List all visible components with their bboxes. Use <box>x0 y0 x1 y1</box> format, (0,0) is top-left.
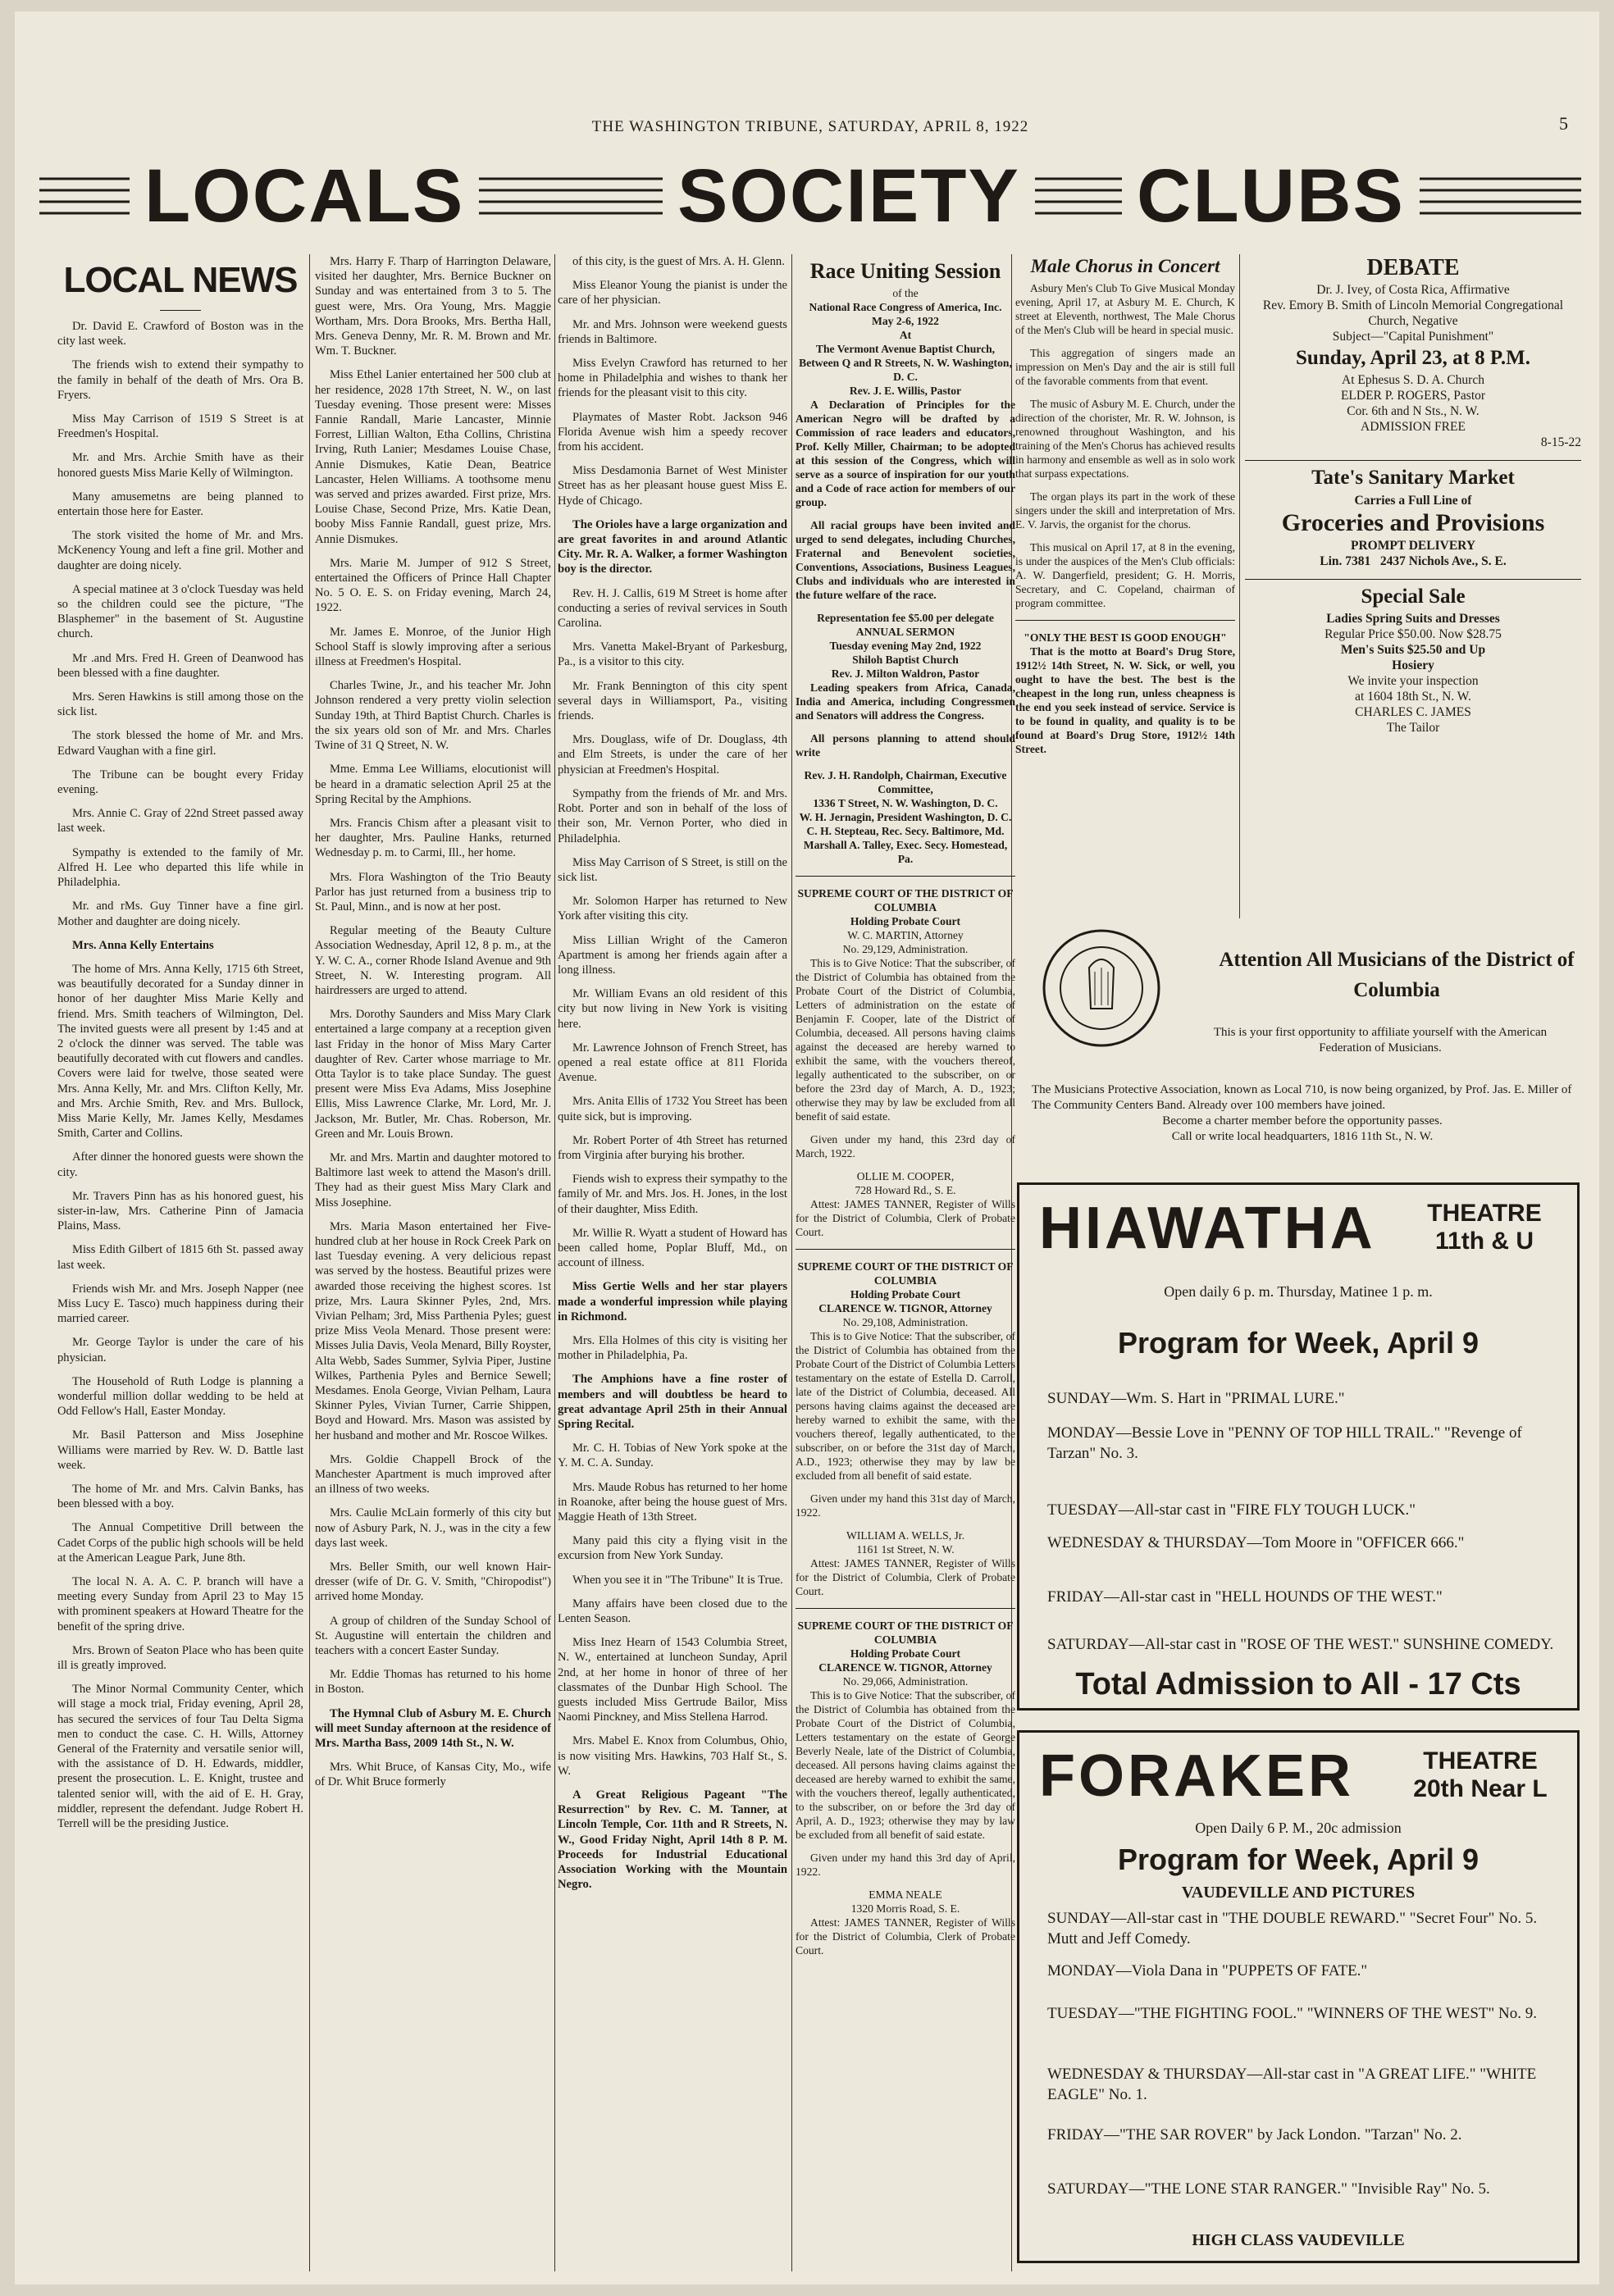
program-item: SATURDAY—"THE LONE STAR RANGER." "Invisible Ray" No. 5. <box>1047 2180 1490 2198</box>
news-item: Miss Edith Gilbert of 1815 6th St. passed away last week. <box>57 1243 303 1272</box>
foraker-name: FORAKER <box>1039 1743 1354 1809</box>
news-item: Mr. Travers Pinn has as his honored guest, his sister-in-law, Mrs. Catherine Pinn of Jamacia Plains, Mass. <box>57 1189 303 1233</box>
news-item: Rev. H. J. Callis, 619 M Street is home after conducting a series of revival services in South Carolina. <box>558 586 787 631</box>
news-item: The home of Mrs. Anna Kelly, 1715 6th Street, was beautifully decorated for a Sunday dinner in honor of her daughter Miss Marie Kelly and friend. Mrs. Smith teachers of Wilmington, Del. The invited guests were all present by 1:45 and at 2 o'clock the dinner was served. The table was beautifully decorated with cut flowers and candles. Covers were laid for twelve, those seated were Mrs. Anna Kelly, Mr. and Mrs. Clifton Kelly, Mr. and Mrs. Archie Smith, Rev. and Mrs. Bullock, Miss Marie Kelly, Mr. James Kelly, Mesdames Smith, Carter and Collins. <box>57 962 303 1141</box>
news-item: Playmates of Master Robt. Jackson 946 Florida Avenue wish him a speedy recover from his accident. <box>558 410 787 454</box>
notice-attorney: CLARENCE W. TIGNOR, Attorney <box>818 1302 992 1314</box>
column-rule <box>309 254 310 2271</box>
tates-heading: Tate's Sanitary Market <box>1311 467 1515 490</box>
notice-line: Rev. J. E. Willis, Pastor <box>849 385 962 397</box>
foraker-theatre-ad <box>1017 1730 1580 2263</box>
news-item: The local N. A. A. C. P. branch will have a meeting every Sunday from April 23 to May 15 with prominent speakers at Howard Theatre for the benefit of the spring drive. <box>57 1575 303 1633</box>
news-item: Mr. and Mrs. Martin and daughter motored to Baltimore last week to attend the Mason's drill. They had as their guest Miss Mary Clark and Miss Josephine. <box>315 1150 551 1210</box>
newspaper-page <box>15 11 1599 2285</box>
notice-paragraph: A Declaration of Principles for the American Negro will be drafted by a Commission of race leaders and educators, Prof. Kelly Miller, Chairman; to be adopted at this session of the Congress, which will serve as a source of inspiration for our youth and a Code of race action for members of our group. <box>796 399 1015 508</box>
news-item: A special matinee at 3 o'clock Tuesday was held so the children could see the picture, "The Blasphemer" in the basement of St. Augustine church. <box>57 582 303 641</box>
notice-address: 1320 Morris Road, S. E. <box>850 1902 960 1915</box>
news-item: Mrs. Maude Robus has returned to her home in Roanoke, after being the house guest of Mrs. Maggie Heath of 13th Street. <box>558 1480 787 1524</box>
debate-venue: Cor. 6th and N Sts., N. W. <box>1347 404 1480 419</box>
foraker-program-title: Program for Week, April 9 <box>1117 1843 1480 1876</box>
signature-line: C. H. Stepteau, Rec. Secy. Baltimore, Md. <box>806 825 1005 837</box>
news-item: Miss Inez Hearn of 1543 Columbia Street, N. W., entertained at luncheon Sunday, April 2nd, at her home in honor of three of her classmates of the Dunbar High School. The guests included Miss Gertrude Bailor, Miss Naomi Pinckney, and Miss Stellena Harrod. <box>558 1636 787 1724</box>
tates-goods: Groceries and Provisions <box>1281 508 1545 536</box>
section-masthead <box>39 151 1581 241</box>
notice-subheading: Holding Probate Court <box>850 915 961 927</box>
debate-code: 8-15-22 <box>1540 435 1581 450</box>
debate-venue: At Ephesus S. D. A. Church <box>1342 373 1484 388</box>
notice-paragraph: Leading speakers from Africa, Canada, India and America, including Congressmen and Senators will address the Congress. <box>796 681 1015 722</box>
musicians-ad <box>1015 927 1581 1143</box>
news-item: Mr. and Mrs. Johnson were weekend guests friends in Baltimore. <box>558 317 787 346</box>
male-chorus-heading: Male Chorus in Concert <box>1030 256 1220 276</box>
notice-body: This is to Give Notice: That the subscriber, of the District of Columbia has obtained from the Probate Court of the District of Columbia, Letters of administration on the estate of Benjamin F. Cooper, late of the District of Columbia, deceased. All persons having claims against the deceased are hereby warned to exhibit the same, with the vouchers thereof, legally authenticated to the subscriber, on or before the 23rd day of March, A. D., 1923; otherwise they may by law be excluded from all benefit of said estate. <box>796 957 1015 1123</box>
sale-line: Hosiery <box>1392 658 1434 672</box>
legal-notice <box>796 1260 1015 1598</box>
foraker-hours: Open Daily 6 P. M., 20c admission <box>1195 1820 1402 1836</box>
hiawatha-hours: Open daily 6 p. m. Thursday, Matinee 1 p. m. <box>1164 1283 1433 1300</box>
masthead-word-society: SOCIETY <box>663 151 1035 241</box>
debate-venue: ELDER P. ROGERS, Pastor <box>1340 389 1486 403</box>
news-item: The Household of Ruth Lodge is planning a wonderful million dollar wedding to be held at Odd Fellow's Hall, Easter Monday. <box>57 1374 303 1419</box>
page-number: 5 <box>1559 113 1568 134</box>
chorus-paragraph: The organ plays its part in the work of these singers under the skill and interpretation of Mrs. E. V. Jarvis, the organist for the chorus. <box>1015 490 1235 531</box>
masthead-word-locals: LOCALS <box>130 151 479 241</box>
notice-line: May 2-6, 1922 <box>872 315 939 327</box>
news-item: Charles Twine, Jr., and his teacher Mr. John Johnson rendered a very pretty violin selection Sunday 19th, at Third Baptist Church. Charles is the six years old son of Mr. and Mrs. Charles Twine of 31 Q Street, N. W. <box>315 679 551 753</box>
news-item: Friends wish Mr. and Mrs. Joseph Napper (nee Miss Lucy E. Tasco) much happiness during their married career. <box>57 1282 303 1326</box>
program-item: FRIDAY—All-star cast in "HELL HOUNDS OF THE WEST." <box>1047 1588 1443 1606</box>
local-news-column <box>57 254 303 2271</box>
news-item: Mrs. Anita Ellis of 1732 You Street has been quite sick, but is improving. <box>558 1095 787 1123</box>
news-item: Regular meeting of the Beauty Culture Association Wednesday, April 12, 8 p. m., at the Y. W. C. A., corner Rhode Island Avenue and 9th Street, N. W. Interesting program. All hairdressers are urged to attend. <box>315 924 551 997</box>
local-news-heading: LOCAL NEWS <box>63 260 298 300</box>
news-item: A group of children of the Sunday School of St. Augustine will entertain the children and teachers with a concert Easter Sunday. <box>315 1614 551 1658</box>
drugstore-ad: That is the motto at Board's Drug Store, 1912½ 14th Street, N. W. Sick, or well, you ought to have the best. The best is the cheapest in the long run, unless cheapness is the end you seek instead of service. Service is to be found in quality, and quality is to be found at Board's Drug Store, 1912½ 14th Street. <box>1015 645 1235 755</box>
chorus-paragraph: Asbury Men's Club To Give Musical Monday evening, April 17, at Asbury M. E. Church, K street at Eleventh, northwest, The Male Chorus of the Men's Club will be heard in special music. <box>1015 282 1235 336</box>
notice-line: Representation fee $5.00 per delegate <box>817 612 994 624</box>
hiawatha-location: THEATRE 11th & U <box>1427 1200 1542 1255</box>
notice-subheading: Holding Probate Court <box>850 1647 961 1660</box>
sale-line: Regular Price $50.00. Now $28.75 <box>1324 626 1502 641</box>
news-item: Mrs. Annie C. Gray of 22nd Street passed away last week. <box>57 807 303 836</box>
news-item: Mrs. Mabel E. Knox from Columbus, Ohio, is now visiting Mrs. Hawkins, 703 Half St., S. W. <box>558 1734 787 1778</box>
news-item: Mr. and rMs. Guy Tinner have a fine girl. Mother and daughter are doing nicely. <box>57 900 303 928</box>
news-item: Miss May Carrison of S Street, is still on the sick list. <box>558 855 787 884</box>
news-item: Mr. Eddie Thomas has returned to his home in Boston. <box>315 1668 551 1697</box>
drugstore-heading: "ONLY THE BEST IS GOOD ENOUGH" <box>1024 631 1227 644</box>
program-item: WEDNESDAY & THURSDAY—All-star cast in "A GREAT LIFE." "WHITE EAGLE" No. 1. <box>1047 2066 1537 2103</box>
news-item: Miss Desdamonia Barnet of West Minister Street has as her pleasant house guest Miss E. Hyde of Chicago. <box>558 464 787 508</box>
notice-line: Tuesday evening May 2nd, 1922 <box>829 640 982 652</box>
news-item: The Hymnal Club of Asbury M. E. Church will meet Sunday afternoon at the residence of Mrs. Martha Bass, 2009 14th St., N. W. <box>315 1706 551 1751</box>
notice-line: At <box>899 329 912 341</box>
notice-number: No. 29,108, Administration. <box>842 1316 969 1328</box>
hiawatha-program-title: Program for Week, April 9 <box>1117 1326 1480 1360</box>
news-item: Dr. David E. Crawford of Boston was in the city last week. <box>57 320 303 348</box>
musicians-body-text: The Musicians Protective Association, known as Local 710, is now being organized, by Prof. Jas. E. Miller of The Community Centers Band. Already over 100 members have joined. <box>1032 1083 1572 1112</box>
sale-line: We invite your inspection <box>1347 673 1479 688</box>
news-item: The stork blessed the home of Mr. and Mrs. Edward Vaughan with a fine girl. <box>57 729 303 758</box>
debate-heading: DEBATE <box>1366 255 1460 280</box>
news-item: Mrs. Harry F. Tharp of Harrington Delaware, visited her daughter, Mrs. Bernice Buckner on Sunday and was entertained from 3 to 5. The guest were, Mrs. Ora Young, Mrs. Maggie Wortham, Mrs. Dora Brooks, Mrs. Bertha Hall, Mrs. Geneva Denny, Mr. R. M. Brown and Mr. Wm. T. Buckner. <box>315 255 551 358</box>
notice-signer: OLLIE M. COOPER, <box>856 1170 955 1182</box>
news-item: Many amusemetns are being planned to entertain those here for Easter. <box>57 490 303 519</box>
program-item: SUNDAY—Wm. S. Hart in "PRIMAL LURE." <box>1047 1390 1345 1407</box>
debate-venue: ADMISSION FREE <box>1361 420 1466 435</box>
special-sale-heading: Special Sale <box>1361 585 1466 608</box>
ads-column <box>1245 254 1581 918</box>
musicians-body <box>1032 1082 1573 1145</box>
news-item: Miss Gertie Wells and her star players made a wonderful impression while playing in Richmond. <box>558 1280 787 1323</box>
notice-line: Rev. J. Milton Waldron, Pastor <box>831 667 980 680</box>
signature-line: 1336 T Street, N. W. Washington, D. C. <box>813 797 998 809</box>
divider <box>1015 620 1235 621</box>
news-item: Many paid this city a flying visit in the excursion from New York Sunday. <box>558 1534 787 1563</box>
news-item: Mrs. Marie M. Jumper of 912 S Street, entertained the Officers of Prince Hall Chapter No. 5 O. E. S. on Friday evening, March 24, 1922. <box>315 556 551 615</box>
musicians-heading: Attention All Musicians of the District of Columbia <box>1219 949 1575 1001</box>
news-item: Sympathy is extended to the family of Mr. Alfred H. Lee who departed this life while in Philadelphia. <box>57 845 303 890</box>
news-item: Mrs. Flora Washington of the Trio Beauty Parlor has just returned from a business trip to St. Paul, Minn., and is now at her post. <box>315 870 551 913</box>
sale-line: The Tailor <box>1386 720 1440 735</box>
tates-contact <box>1245 554 1581 569</box>
notice-attest: Attest: JAMES TANNER, Register of Wills for the District of Columbia, Clerk of Probate Court. <box>796 1198 1015 1238</box>
news-item: Mrs. Goldie Chappell Brock of the Manchester Apartment is much improved after an illness of two weeks. <box>315 1452 551 1496</box>
news-item: Mrs. Douglass, wife of Dr. Douglass, 4th and Elm Streets, is under the care of her physician at Freedmen's Hospital. <box>558 733 787 777</box>
notice-attorney: CLARENCE W. TIGNOR, Attorney <box>818 1661 992 1674</box>
divider <box>796 1608 1015 1609</box>
news-item: The Tribune can be bought every Friday evening. <box>57 768 303 797</box>
signature-line: Marshall A. Talley, Exec. Secy. Homestead, Pa. <box>803 839 1008 865</box>
news-item: The stork visited the home of Mr. and Mrs. McKenency Young and left a fine gril. Mother and daughter are doing nicely. <box>57 529 303 572</box>
news-item: Mr. Basil Patterson and Miss Josephine Williams were married by Rev. W. D. Battle last week. <box>57 1428 303 1472</box>
musicians-seal-icon <box>1040 927 1163 1050</box>
tates-phone: Lin. 7381 <box>1320 554 1371 568</box>
divider <box>160 310 201 311</box>
hiawatha-name: HIAWATHA <box>1039 1196 1376 1261</box>
society-column <box>315 254 551 2271</box>
hiawatha-admission: Total Admission to All - 17 Cts <box>1075 1667 1521 1702</box>
debate-line: Dr. J. Ivey, of Costa Rica, Affirmative <box>1316 283 1510 298</box>
notice-heading: SUPREME COURT OF THE DISTRICT OF COLUMBIA <box>797 887 1014 913</box>
legal-notice <box>796 1619 1015 1957</box>
news-item: Mr .and Mrs. Fred H. Green of Deanwood has been blessed with a fine daughter. <box>57 651 303 680</box>
debate-line: Subject—"Capital Punishment" <box>1332 330 1494 344</box>
notice-attest: Attest: JAMES TANNER, Register of Wills for the District of Columbia, Clerk of Probate Court. <box>796 1557 1015 1597</box>
dateline: THE WASHINGTON TRIBUNE, SATURDAY, APRIL 8, 1922 <box>591 118 1029 135</box>
notice-given: Given under my hand this 31st day of March, 1922. <box>796 1492 1015 1519</box>
news-item: The Amphions have a fine roster of members and will doubtless be heard to great advantage April 25th in their Annual Spring Recital. <box>558 1373 787 1431</box>
notice-heading: SUPREME COURT OF THE DISTRICT OF COLUMBIA <box>797 1260 1014 1287</box>
notice-line: ANNUAL SERMON <box>855 626 955 638</box>
notice-signer: EMMA NEALE <box>869 1888 942 1901</box>
notice-body: This is to Give Notice: That the subscriber, of the District of Columbia has obtained from the Probate Court of the District of Columbia, Letters testamentary on the estate of George Beverly Neale, late of the District of Columbia, deceased. All persons having claims against the deceased are hereby warned to exhibit the same, with the vouchers thereof, legally authenticated, to the subscriber, on or before the 3rd day of April, A. D., 1923; otherwise they may by law be excluded from all benefit of said estate. <box>796 1689 1015 1841</box>
news-item: Miss Lillian Wright of the Cameron Apartment is among her friends again after a long illness. <box>558 933 787 977</box>
hiawatha-theatre-ad <box>1017 1182 1580 1711</box>
news-item: Mrs. Caulie McLain formerly of this city but now of Asbury Park, N. J., was in the city a few days last week. <box>315 1506 551 1550</box>
notice-heading: SUPREME COURT OF THE DISTRICT OF COLUMBIA <box>797 1620 1014 1646</box>
foraker-footer: HIGH CLASS VAUDEVILLE <box>1192 2231 1405 2249</box>
column-rule <box>554 254 555 2271</box>
debate-line: Rev. Emory B. Smith of Lincoln Memorial Congregational Church, Negative <box>1262 298 1564 329</box>
musicians-line: Become a charter member before the opportunity passes. <box>1162 1114 1443 1128</box>
tates-delivery: PROMPT DELIVERY <box>1350 538 1476 553</box>
sale-line: Ladies Spring Suits and Dresses <box>1326 611 1500 626</box>
divider <box>1245 579 1581 580</box>
notice-given: Given under my hand, this 23rd day of March, 1922. <box>796 1133 1015 1159</box>
news-item: Mrs. Brown of Seaton Place who has been quite ill is greatly improved. <box>57 1643 303 1673</box>
news-item: Mrs. Maria Mason entertained her Five-hundred club at her house in Rock Creek Park on last Tuesday evening. A very delicious repast was served by the hostess. Beautiful prizes were awarded those receiving the highest scores. 1st prize, Mrs. Laura Skinner Pyles, 2nd, Mrs. Vivian Pelham; 3rd, Miss Parthenia Pyles; guest prize Miss Veola Menard. Those present were: Misses Julia Davis, Veola Menard, Billy Royster, Alta Webb, Sades Summer, Sylvia Piper, Justine Wilkes, Parthenia Pyles and Bernice Sewell; Mesdames. Enola George, Vivian Pelham, Laura Skinner Pyles, Vivian Turner, Carrie Shippen, Boyd and Howard. Mrs. Mason was assisted by her husband and mother and Mr. Roscoe Wilkes. <box>315 1219 551 1442</box>
notice-address: 1161 1st Street, N. W. <box>856 1543 955 1556</box>
news-item: Mr. Lawrence Johnson of French Street, has opened a real estate office at 811 Florida Avenue. <box>558 1041 787 1085</box>
chorus-paragraph: The music of Asbury M. E. Church, under the direction of the chorister, Mr. R. W. Johnson, is renowned throughout Washington, and his training of the Men's Chorus has achieved results in harmony and ensemble as well as in solo work that surpass expectations. <box>1015 398 1235 480</box>
news-item: Mr. C. H. Tobias of New York spoke at the Y. M. C. A. Sunday. <box>558 1442 787 1470</box>
news-item: Miss Ethel Lanier entertained her 500 club at her residence, 2028 17th Street, N. W., on last Tuesday evening. Those present were: Misses Fannie Randall, Marie Lancaster, Minnie Forrest, Lillian Walton, Etha Collins, Christina Irving, Ruth Lanier; Mesdames Louise Chase, Annie Dismukes, Katie Dean, Beatrice Lancaster, Helen Williams. A toothsome menu was served and prizes awarded. First prize, Mrs. Louise Chase, Second Prize, Mrs. Katie Dean, booby Miss Fannie Randall, guest prize, Mrs. Annie Dismukes. <box>315 368 551 546</box>
program-item: SATURDAY—All-star cast in "ROSE OF THE WEST." SUNSHINE COMEDY. <box>1047 1636 1554 1653</box>
musicians-line: Call or write local headquarters, 1816 11th St., N. W. <box>1171 1130 1434 1143</box>
program-item: FRIDAY—"THE SAR ROVER" by Jack London. "Tarzan" No. 2. <box>1047 2126 1462 2143</box>
program-item: SUNDAY—All-star cast in "THE DOUBLE REWARD." "Secret Four" No. 5. Mutt and Jeff Comedy. <box>1047 1910 1538 1947</box>
column-rule <box>1239 254 1240 918</box>
notice-address: 728 Howard Rd., S. E. <box>855 1184 956 1196</box>
sale-line: Men's Suits $25.50 and Up <box>1340 642 1486 657</box>
news-item: Mrs. Beller Smith, our well known Hair-dresser (wife of Dr. G. V. Smith, "Chiropodist") arrived home Monday. <box>315 1560 551 1604</box>
personals-column <box>558 254 787 2271</box>
program-item: MONDAY—Viola Dana in "PUPPETS OF FATE." <box>1047 1962 1368 1979</box>
news-item: Mrs. Dorothy Saunders and Miss Mary Clark entertained a large company at a reception given last Friday in the honor of Miss Mary Carter daughter of Rev. Carter whose marriage to Mr. Otta Taylor is to take place Sunday. The guest present were Miss Eva Adams, Miss Josephine Ellis, Miss Lawrence Clarke, Mr. Lord, Mr. J. Jackson, Mr. Butler, Mr. Chas. Roberson, Mr. Green and Mr. Louis Brown. <box>315 1008 551 1141</box>
notice-line: Shiloh Baptist Church <box>852 654 959 666</box>
debate-date: Sunday, April 23, at 8 P.M. <box>1296 347 1530 370</box>
tates-tagline: Carries a Full Line of <box>1354 493 1472 508</box>
tates-address: 2437 Nichols Ave., S. E. <box>1379 554 1507 568</box>
notice-signer: WILLIAM A. WELLS, Jr. <box>846 1529 964 1542</box>
masthead-word-clubs: CLUBS <box>1122 151 1420 241</box>
program-item: WEDNESDAY & THURSDAY—Tom Moore in "OFFICER 666." <box>1047 1534 1465 1551</box>
notice-line: The Vermont Avenue Baptist Church, Between Q and R Streets, N. W. Washington, D. C. <box>799 343 1012 383</box>
notice-line: of the <box>892 287 919 299</box>
notice-attorney: W. C. MARTIN, Attorney <box>847 929 964 941</box>
news-subheading: Mrs. Anna Kelly Entertains <box>72 938 214 952</box>
news-item: When you see it in "The Tribune" It is True. <box>572 1573 783 1587</box>
news-item: The Minor Normal Community Center, which will stage a mock trial, Friday evening, April 28, has secured the services of four Tau Delta Sigma men to conduct the case. C. H. Wills, Attorney General of the Fraternity and versatile senior will, with the assistance of D. H. Edwards, middler, present the prosecution. L. E. Knight, trustee and talented senior will, with the aid of E. H. Gray, middler, represent the defendant. Judge Robert H. Terrell will be the presiding Justice. <box>57 1683 303 1831</box>
news-item: Fiends wish to express their sympathy to the family of Mr. and Mrs. Jos. H. Jones, in the lost of their daughter, Miss Edith. <box>558 1173 787 1216</box>
sale-line: CHARLES C. JAMES <box>1355 704 1471 719</box>
news-item: A Great Religious Pageant "The Resurrection" by Rev. C. M. Tanner, at Lincoln Temple, Cor. 11th and R Streets, N. W., Good Friday Night, April 14th 8 P. M. Proceeds for Industrial Educational Association Working with the Mountain Negro. <box>558 1788 787 1892</box>
news-item: Mr. James E. Monroe, of the Junior High School Staff is slowly improving after a serious illness at Freedmen's Hospital. <box>315 625 551 669</box>
chorus-paragraph: This aggregation of singers made an impression on Men's Day and the air is still full of the favorable comments from that event. <box>1015 347 1235 387</box>
legal-notice <box>796 886 1015 1239</box>
news-item: Mrs. Francis Chism after a pleasant visit to her daughter, Mrs. Pauline Hanks, returned Wednesday p. m. to Carmi, Ill., her home. <box>315 816 551 860</box>
news-item: Sympathy from the friends of Mr. and Mrs. Robt. Porter and son in behalf of the loss of their son, Mr. Vernon Porter, who died in Philadelphia. <box>558 786 787 845</box>
signature-line: W. H. Jernagin, President Washington, D. C. <box>799 811 1012 823</box>
news-item: Mr. Willie R. Wyatt a student of Howard has been called home, Poplar Bluff, Md., on account of illness. <box>558 1226 787 1270</box>
news-item: The Annual Competitive Drill between the Cadet Corps of the public high schools will be held at the American League Park, June 8th. <box>57 1521 303 1565</box>
news-item: Mrs. Vanetta Makel-Bryant of Parkesburg, Pa., is a visitor to this city. <box>558 640 787 669</box>
notice-paragraph: All racial groups have been invited and urged to send delegates, including Churches, Fraternal and Benevolent societies, Conventions, Associations, Business Leagues, Clubs and individuals who are interested in the future welfare of the race. <box>796 519 1015 601</box>
musicians-sub: This is your first opportunity to affiliate yourself with the American Federation of Musicians. <box>1213 1026 1548 1055</box>
signature-line: Rev. J. H. Randolph, Chairman, Executive Committee, <box>804 769 1007 795</box>
news-item: Mr. William Evans an old resident of this city but now living in New York is visiting here. <box>558 987 787 1031</box>
news-item: Mr. Robert Porter of 4th Street has returned from Virginia after burying his brother. <box>558 1133 787 1162</box>
notice-subheading: Holding Probate Court <box>850 1288 961 1301</box>
program-item: TUESDAY—"THE FIGHTING FOOL." "WINNERS OF THE WEST" No. 9. <box>1047 2005 1537 2022</box>
news-item: Miss Eleanor Young the pianist is under the care of her physician. <box>558 279 787 308</box>
news-item: Miss May Carrison of 1519 S Street is at Freedmen's Hospital. <box>57 412 303 441</box>
notice-body: This is to Give Notice: That the subscriber, of the District of Columbia has obtained from the Probate Court of the District of Columbia Letters testamentary on the estate of Estella D. Carroll, late of the District of Columbia, deceased. All persons having claims against the deceased are hereby warned to exhibit the same, with the vouchers thereof, legally authenticated, to the subscriber, on or before the 31st day of March, A.D., 1923; otherwise they may by law be excluded from all benefit of said estate. <box>796 1330 1015 1482</box>
divider <box>1245 460 1581 461</box>
divider <box>796 876 1015 877</box>
program-item: MONDAY—Bessie Love in "PENNY OF TOP HILL TRAIL." "Revenge of Tarzan" No. 3. <box>1047 1424 1522 1462</box>
notice-paragraph: All persons planning to attend should write <box>796 732 1015 758</box>
news-item: Many affairs have been closed due to the Lenten Season. <box>558 1597 787 1626</box>
program-item: TUESDAY—All-star cast in "FIRE FLY TOUGH LUCK." <box>1047 1501 1416 1519</box>
news-item: Mrs. Seren Hawkins is still among those on the sick list. <box>57 690 303 719</box>
news-item: The Orioles have a large organization and are great favorites in and around Atlantic City. Mr. R. A. Walker, a former Washington boy is the director. <box>558 517 787 576</box>
news-item: Mr. George Taylor is under the care of his physician. <box>57 1336 303 1364</box>
news-item: Mme. Emma Lee Williams, elocutionist will be heard in a dramatic selection April 25 at the Spring Recital by the Amphions. <box>315 763 551 806</box>
divider <box>796 1249 1015 1250</box>
notice-number: No. 29,129, Administration. <box>842 943 969 955</box>
news-item: Mrs. Ella Holmes of this city is visiting her mother in Philadelphia, Pa. <box>558 1333 787 1363</box>
foraker-location: THEATRE 20th Near L <box>1413 1747 1548 1802</box>
news-item: After dinner the honored guests were shown the city. <box>57 1150 303 1179</box>
notice-line: National Race Congress of America, Inc. <box>809 301 1002 313</box>
news-item: Mr. and Mrs. Archie Smith have as their honored guests Miss Marie Kelly of Wilmington. <box>57 451 303 480</box>
notice-number: No. 29,066, Administration. <box>842 1675 969 1688</box>
news-item: Mr. Solomon Harper has returned to New York after visiting this city. <box>558 895 787 923</box>
male-chorus-column <box>1015 254 1235 910</box>
race-congress-column <box>796 254 1015 2271</box>
notice-attest: Attest: JAMES TANNER, Register of Wills for the District of Columbia, Clerk of Probate Court. <box>796 1916 1015 1957</box>
foraker-subtitle: VAUDEVILLE AND PICTURES <box>1181 1884 1416 1902</box>
news-item: The friends wish to extend their sympathy to the family in behalf of the death of Mrs. Ora B. Fryers. <box>57 358 303 402</box>
news-item: Mrs. Whit Bruce, of Kansas City, Mo., wife of Dr. Whit Bruce formerly <box>315 1761 551 1789</box>
news-item: of this city, is the guest of Mrs. A. H. Glenn. <box>572 255 785 268</box>
news-item: Mr. Frank Bennington of this city spent several days in Williamsport, Pa., visiting friends. <box>558 679 787 723</box>
notice-given: Given under my hand this 3rd day of April, 1922. <box>796 1852 1015 1878</box>
column-rule <box>791 254 792 2271</box>
race-uniting-heading: Race Uniting Session <box>809 259 1001 283</box>
news-item: The home of Mr. and Mrs. Calvin Banks, has been blessed with a boy. <box>57 1483 303 1511</box>
sale-line: at 1604 18th St., N. W. <box>1355 689 1471 704</box>
news-item: Miss Evelyn Crawford has returned to her home in Philadelphia and wishes to thank her friends for the pleasant visit to this city. <box>558 357 787 400</box>
chorus-paragraph: This musical on April 17, at 8 in the evening, is under the auspices of the Men's Club officials: A. W. Dangerfield, president; G. H. Morris, Secretary, and C. Copeland, chairman of program committee. <box>1015 541 1235 609</box>
